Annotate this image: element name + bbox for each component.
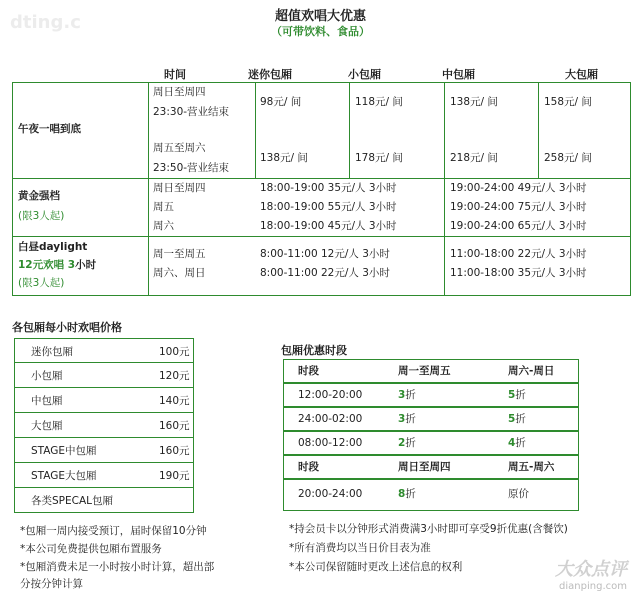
rate-num: 3 <box>398 389 406 401</box>
note-right: *持会员卡以分钟形式消费满3小时即可享受9折优惠(含餐饮) <box>289 523 568 535</box>
discount-rate <box>398 435 416 451</box>
zhe: 折 <box>515 413 526 425</box>
discount-header: 周一至周五 <box>398 365 451 377</box>
golden-large: 19:00-24:00 65元/人 3小时 <box>450 220 587 232</box>
price-cell: 218元/ 间 <box>450 152 498 164</box>
room-name: 迷你包厢 <box>31 346 73 358</box>
discount-rate <box>398 387 416 403</box>
room-price: 140元 <box>159 395 190 407</box>
zhe: 折 <box>515 437 526 449</box>
zhe: 折 <box>405 389 416 401</box>
zhe: 折 <box>405 437 416 449</box>
hourly-row <box>14 388 194 413</box>
rate-num: 5 <box>508 413 516 425</box>
zhe: 折 <box>515 389 526 401</box>
hourly-row <box>14 338 194 363</box>
hourly-row <box>14 463 194 488</box>
discount-rate <box>508 411 526 427</box>
zhe: 折 <box>405 488 416 500</box>
golden-day: 周日至周四 <box>153 182 206 194</box>
room-price: 160元 <box>159 420 190 432</box>
discount-time: 24:00-02:00 <box>298 413 363 425</box>
midnight-time: 23:30-营业结束 <box>153 106 230 118</box>
golden-name: 黄金强档 <box>18 190 60 202</box>
price-cell: 158元/ 间 <box>544 96 592 108</box>
logo-text: 大众点评 <box>555 559 627 580</box>
header-time: 时间 <box>164 68 186 81</box>
discount-rate: 原价 <box>508 488 529 500</box>
price-cell: 138元/ 间 <box>260 152 308 164</box>
rate-num: 4 <box>508 437 516 449</box>
zhe: 折 <box>405 413 416 425</box>
midnight-time: 23:50-营业结束 <box>153 162 230 174</box>
note-left: *包厢一周内接受预订，届时保留10分钟 <box>20 525 207 537</box>
room-price: 120元 <box>159 370 190 382</box>
header-medium: 中包厢 <box>442 68 475 81</box>
discount-title: 包厢优惠时段 <box>281 344 347 357</box>
page-title: 超值欢唱大优惠 <box>274 9 366 24</box>
price-cell: 118元/ 间 <box>355 96 403 108</box>
note-left: *包厢消费未足一小时按小时计算，超出部 <box>20 561 215 573</box>
discount-header: 时段 <box>298 461 319 473</box>
golden-note: (限3人起) <box>18 210 65 222</box>
room-price: 190元 <box>159 470 190 482</box>
note-left: 分按分钟计算 <box>20 578 83 590</box>
midnight-time: 周五至周六 <box>153 142 206 154</box>
room-name: 中包厢 <box>31 395 63 407</box>
header-large: 大包厢 <box>565 68 598 81</box>
daylight-large: 11:00-18:00 22元/人 3小时 <box>450 248 587 260</box>
watermark: dting.c <box>10 12 81 33</box>
room-name: STAGE大包厢 <box>31 470 97 482</box>
discount-rate <box>398 411 416 427</box>
hourly-title: 各包厢每小时欢唱价格 <box>12 321 122 334</box>
hourly-row <box>14 488 194 513</box>
discount-time: 08:00-12:00 <box>298 437 363 449</box>
room-name: 大包厢 <box>31 420 63 432</box>
room-name: 小包厢 <box>31 370 63 382</box>
hourly-row <box>14 438 194 463</box>
price-cell: 98元/ 间 <box>260 96 302 108</box>
discount-rate <box>508 435 526 451</box>
daylight-price-c: 小时 <box>75 259 97 271</box>
daylight-price-a: 12元欢唱 <box>18 259 65 271</box>
rate-num: 2 <box>398 437 406 449</box>
daylight-day: 周六、周日 <box>153 267 206 279</box>
golden-large: 19:00-24:00 49元/人 3小时 <box>450 182 587 194</box>
discount-header: 周五-周六 <box>508 461 555 473</box>
hourly-row <box>14 363 194 388</box>
daylight-small: 8:00-11:00 12元/人 3小时 <box>260 248 390 260</box>
daylight-day: 周一至周五 <box>153 248 206 260</box>
room-name: 各类SPECAL包厢 <box>31 495 113 507</box>
midnight-time: 周日至周四 <box>153 86 206 98</box>
note-right: *本公司保留随时更改上述信息的权利 <box>289 561 463 573</box>
hourly-row <box>14 413 194 438</box>
price-cell: 138元/ 间 <box>450 96 498 108</box>
rate-num: 5 <box>508 389 516 401</box>
golden-small: 18:00-19:00 55元/人 3小时 <box>260 201 397 213</box>
header-mini: 迷你包厢 <box>248 68 292 81</box>
midnight-name: 午夜一唱到底 <box>18 123 81 135</box>
note-right: *所有消费均以当日价目表为准 <box>289 542 431 554</box>
page-subtitle: （可带饮料、食品） <box>271 25 370 38</box>
daylight-name: 白昼daylight <box>18 241 88 253</box>
price-cell: 258元/ 间 <box>544 152 592 164</box>
daylight-large: 11:00-18:00 35元/人 3小时 <box>450 267 587 279</box>
daylight-small: 8:00-11:00 22元/人 3小时 <box>260 267 390 279</box>
rate-num: 8 <box>398 488 406 500</box>
golden-small: 18:00-19:00 35元/人 3小时 <box>260 182 397 194</box>
discount-header: 周六-周日 <box>508 365 555 377</box>
golden-day: 周五 <box>153 201 174 213</box>
note-left: *本公司免费提供包厢布置服务 <box>20 543 162 555</box>
golden-small: 18:00-19:00 45元/人 3小时 <box>260 220 397 232</box>
daylight-price <box>18 257 96 273</box>
discount-rate <box>398 486 416 502</box>
logo-url: dianping.com <box>559 581 627 592</box>
room-price: 100元 <box>159 346 190 358</box>
golden-large: 19:00-24:00 75元/人 3小时 <box>450 201 587 213</box>
discount-time: 12:00-20:00 <box>298 389 363 401</box>
price-cell: 178元/ 间 <box>355 152 403 164</box>
discount-time: 20:00-24:00 <box>298 488 363 500</box>
rate-num: 3 <box>398 413 406 425</box>
daylight-note: (限3人起) <box>18 277 65 289</box>
room-price: 160元 <box>159 445 190 457</box>
room-name: STAGE中包厢 <box>31 445 97 457</box>
discount-rate <box>508 387 526 403</box>
discount-header: 周日至周四 <box>398 461 451 473</box>
discount-header: 时段 <box>298 365 319 377</box>
header-small: 小包厢 <box>348 68 381 81</box>
dianping-logo <box>555 555 627 592</box>
daylight-price-b: 3 <box>67 259 76 271</box>
golden-day: 周六 <box>153 220 174 232</box>
